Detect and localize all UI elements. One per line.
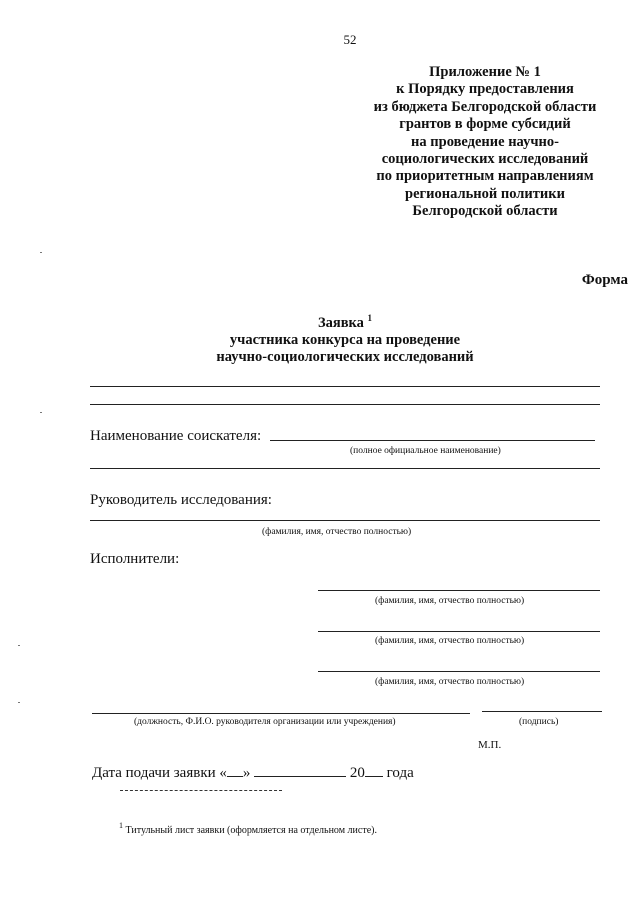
year-field[interactable] <box>365 764 383 777</box>
date-prefix: Дата подачи заявки « <box>92 765 227 781</box>
title-heading: Заявка <box>317 315 364 331</box>
position-hint: (должность, Ф.И.О. руководителя организации или учреждения) <box>134 717 396 727</box>
footnote-mark: 1 <box>119 821 123 830</box>
scan-speck <box>18 702 20 703</box>
appendix-line: Приложение № 1 <box>429 64 541 80</box>
appendix-line: из бюджета Белгородской области <box>373 98 597 115</box>
applicant-label: Наименование соискателя: <box>90 428 262 444</box>
executor-field[interactable] <box>318 671 600 672</box>
executor-field[interactable] <box>318 590 600 591</box>
appendix-line: на проведение научно- <box>411 133 559 150</box>
date-mid: » <box>242 765 251 781</box>
executor-hint: (фамилия, имя, отчество полностью) <box>375 636 525 646</box>
appendix-line: по приоритетным направлениям <box>376 168 594 185</box>
signature-hint: (подпись) <box>519 717 559 727</box>
supervisor-label: Руководитель исследования: <box>90 492 272 508</box>
appendix-header <box>340 64 630 221</box>
position-field[interactable] <box>92 713 470 714</box>
stamp-label: М.П. <box>478 739 502 751</box>
appendix-line: к Порядку предоставления <box>396 81 574 98</box>
submission-date <box>92 764 414 782</box>
blank-line[interactable] <box>90 386 600 387</box>
applicant-field[interactable] <box>270 440 595 441</box>
year-suffix: года <box>386 765 414 781</box>
applicant-field-line2[interactable] <box>90 468 600 469</box>
blank-line[interactable] <box>90 404 600 405</box>
footnote-text: Титульный лист заявки (оформляется на отдельном листе). <box>125 825 377 836</box>
supervisor-hint: (фамилия, имя, отчество полностью) <box>262 527 412 537</box>
appendix-line: Белгородской области <box>412 203 558 220</box>
scan-speck <box>40 412 42 413</box>
appendix-line: социологических исследований <box>381 151 589 168</box>
title-line: участника конкурса на проведение <box>229 332 461 348</box>
supervisor-field[interactable] <box>90 520 600 521</box>
appendix-line: региональной политики <box>405 185 565 202</box>
executor-hint: (фамилия, имя, отчество полностью) <box>375 677 525 687</box>
document-title <box>180 310 510 366</box>
page-number: 52 <box>343 32 357 47</box>
footnote-separator <box>120 790 282 791</box>
footnote <box>119 821 377 836</box>
title-line: научно-социологических исследований <box>216 349 474 365</box>
scan-speck <box>18 645 20 646</box>
applicant-hint: (полное официальное наименование) <box>350 446 501 456</box>
signature-field[interactable] <box>482 711 602 712</box>
year-prefix: 20 <box>349 765 365 781</box>
executor-field[interactable] <box>318 631 600 632</box>
appendix-line: грантов в форме субсидий <box>399 116 571 133</box>
executor-hint: (фамилия, имя, отчество полностью) <box>375 596 525 606</box>
executors-label: Исполнители: <box>90 551 180 567</box>
form-label: Форма <box>581 272 628 288</box>
title-footnote-mark: 1 <box>367 313 373 323</box>
month-field[interactable] <box>254 764 346 777</box>
day-field[interactable] <box>227 764 243 777</box>
scan-speck <box>40 252 42 253</box>
